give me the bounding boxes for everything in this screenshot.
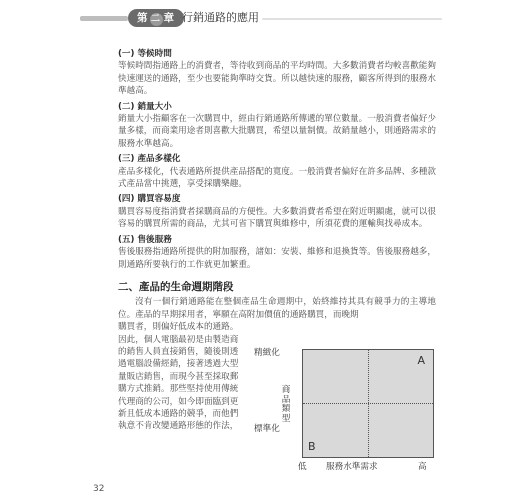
heading-product-variety: (三) 產品多樣化 (118, 154, 181, 165)
para-product-variety: 產品多樣化，代表通路所提供產品搭配的寬度。一般消費者偏好在許多品牌、多種款式產品當中挑選，享受採購樂趣。 (118, 166, 436, 190)
chapter-prefix: 第 (137, 12, 149, 24)
chapter-suffix: 章 (163, 12, 175, 24)
y-axis-name: 商品類型 (281, 385, 291, 424)
x-axis-name: 服務水準需求 (326, 462, 378, 472)
wrap-line: 的銷售人員直接銷售，隨後則透 (118, 346, 239, 357)
quadrant-a-label: A (417, 354, 425, 367)
para-purchase-ease: 購買容易度指消費者採購商品的方便性。大多數消費者希望在附近明顯處，就可以很容易的購買所需的商品，尤其可省下購買與維修中，所須花費的運輸與找尋成本。 (118, 206, 436, 230)
para-waiting-time: 等候時間指通路上的消費者，等待收到商品的平均時間。大多數消費者均較喜歡能夠快速運送的通路，至少也要能夠準時交貨。所以越快速的服務，顧客所得到的服務水準越高。 (118, 61, 436, 97)
wrap-line: 購買者，則偏好低成本的通路。 (118, 322, 239, 333)
wrap-line: 過電腦設備經銷，接著透過大型 (118, 359, 239, 370)
wrap-line: 因此，個人電腦最初是由製造商 (118, 334, 239, 345)
y-label-bottom: 標準化 (254, 424, 280, 434)
page-number: 32 (93, 484, 105, 494)
chapter-number: 二 (150, 14, 161, 24)
wrap-line: 購方式推銷。那些堅持使用傳統 (118, 384, 239, 395)
matrix-box (302, 349, 434, 458)
para-lot-size: 銷量大小指顧客在一次購買中，經由行銷通路所傳遞的單位數量。一般消費者偏好少量多樣，而商業用途者則喜歡大批購買，希望以量制價。故銷量越小，則通路需求的服務水準越高。 (118, 114, 436, 149)
header-rule-right (262, 18, 442, 20)
wrap-line: 量販店銷售，而現今甚至採取郵 (118, 371, 239, 382)
heading-after-sales: (五) 售後服務 (118, 234, 172, 245)
section-title: 二、產品的生命週期階段 (118, 280, 234, 293)
x-label-high: 高 (418, 462, 427, 472)
para-after-sales: 售後服務指通路所提供的附加服務，諸如：安裝、維修和退換貨等。售後服務越多，則通路所要執行的工作就更加繁重。 (118, 247, 436, 270)
channel-matrix-figure (250, 336, 450, 496)
section-intro: 沒有一個行銷通路能在整個產品生命週期中，始終維持其具有競爭力的主導地位。產品的早期採用者，寧願在高附加價值的通路購買，而晚期 (118, 297, 436, 320)
header-rule-left (80, 16, 128, 21)
heading-lot-size: (二) 銷量大小 (118, 101, 172, 112)
y-label-top: 精緻化 (254, 348, 280, 358)
heading-purchase-ease: (四) 購買容易度 (118, 194, 181, 205)
wrap-line: 執意不肯改變通路形態的作法， (118, 421, 239, 432)
chapter-title: 行銷通路的應用 (182, 11, 259, 24)
wrap-line: 代理商的公司，如今即面臨到更 (118, 396, 239, 407)
x-label-low: 低 (298, 462, 307, 472)
matrix-divider-vertical (368, 350, 369, 457)
quadrant-b-label: B (308, 440, 316, 453)
chapter-badge (128, 9, 184, 27)
heading-waiting-time: (一) 等候時間 (118, 49, 172, 59)
wrap-line: 新且低成本通路的競爭，而他們 (118, 408, 239, 419)
